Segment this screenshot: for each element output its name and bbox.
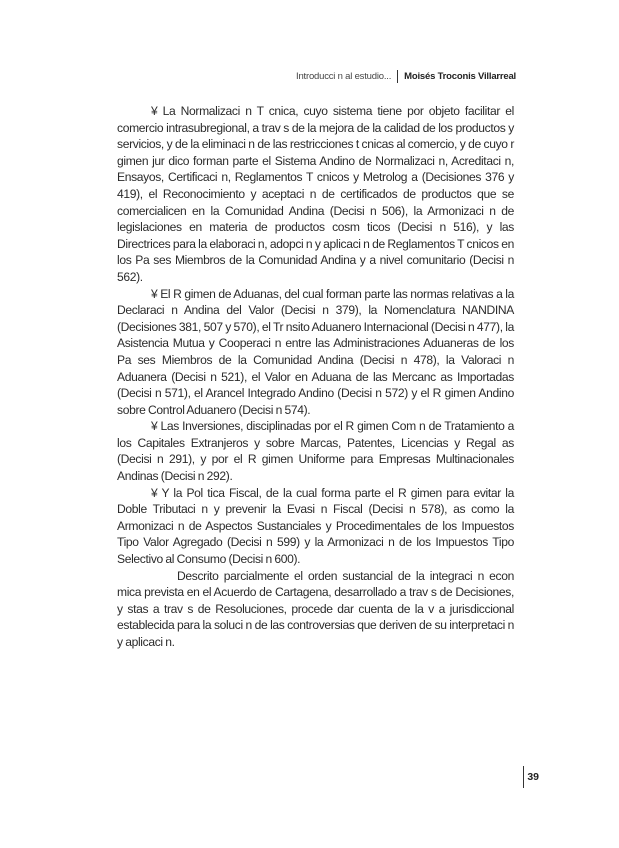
section-title: Introducci n al estudio...	[296, 71, 392, 82]
paragraph-inversiones: ¥ Las Inversiones, disciplinadas por el R gimen Com n de Tratamiento a los Capitales Extranjeros y sobre Marcas, Patentes, Licencias y Regal as (Decisi n 291), y por el R gimen Uniforme para Empresas Multinacionales Andinas (Decisi n 292).	[117, 419, 514, 484]
page-number-divider	[523, 766, 524, 788]
header-divider	[397, 70, 398, 83]
paragraph-aduanas: ¥ El R gimen de Aduanas, del cual forman parte las normas relativas a la Declaraci n Andina del Valor (Decisi n 379), la Nomenclatura NANDINA (Decisiones 381, 507 y 570), el Tr nsito Aduanero Internacional (Decisi n 477), la Asistencia Mutua y Cooperaci n entre las Administraciones Aduaneras de los Pa ses Miembros de la Comunidad Andina (Decisi n 478), la Valoraci n Aduanera (Decisi n 521), el Valor en Aduana de las Mercanc as Importadas (Decisi n 571), el Arancel Integrado Andino (Decisi n 572) y el R gimen Andino sobre Control Aduanero (Decisi n 574).	[117, 286, 514, 417]
page-number-block	[523, 766, 539, 788]
page-number: 39	[527, 771, 539, 783]
running-header	[296, 70, 516, 83]
paragraph-normalizacion: ¥ La Normalizaci n T cnica, cuyo sistema tiene por objeto facilitar el comercio intrasubregional, a trav s de la mejora de la calidad de los productos y servicios, y de la eliminaci n de las restricciones t cnicas al comercio, y de cuyo r gimen jur dico forman parte el Sistema Andino de Normalizaci n, Acreditaci n, Ensayos, Certificaci n, Reglamentos T cnicos y Metrolog a (Decisiones 376 y 419), el Reconocimiento y aceptaci n de certificados de productos que se comercialicen en la Comunidad Andina (Decisi n 506), la Armonizaci n de legislaciones en materia de productos cosm ticos (Decisi n 516), y las Directrices para la elaboraci n, adopci n y aplicaci n de Reglamentos T cnicos en los Pa ses Miembros de la Comunidad Andina y a nivel comunitario (Decisi n 562).	[117, 104, 514, 284]
paragraph-politica-fiscal: ¥ Y la Pol tica Fiscal, de la cual forma parte el R gimen para evitar la Doble Tributaci n y prevenir la Evasi n Fiscal (Decisi n 578), as como la Armonizaci n de Aspectos Sustanciales y Procedimentales de los Impuestos Tipo Valor Agregado (Decisi n 599) y la Armonizaci n de los Impuestos Tipo Selectivo al Consumo (Decisi n 600).	[117, 485, 514, 567]
author-name: Moisés Troconis Villarreal	[404, 71, 516, 82]
body-text	[117, 103, 514, 651]
paragraph-conclusion: Descrito parcialmente el orden sustancial de la integraci n econ mica prevista en el Acuerdo de Cartagena, desarrollado a trav s de Decisiones, y stas a trav s de Resoluciones, procede dar cuenta de la v a jurisdiccional establecida para la soluci n de las controversias que deriven de su interpretaci n y aplicaci n.	[117, 568, 514, 649]
